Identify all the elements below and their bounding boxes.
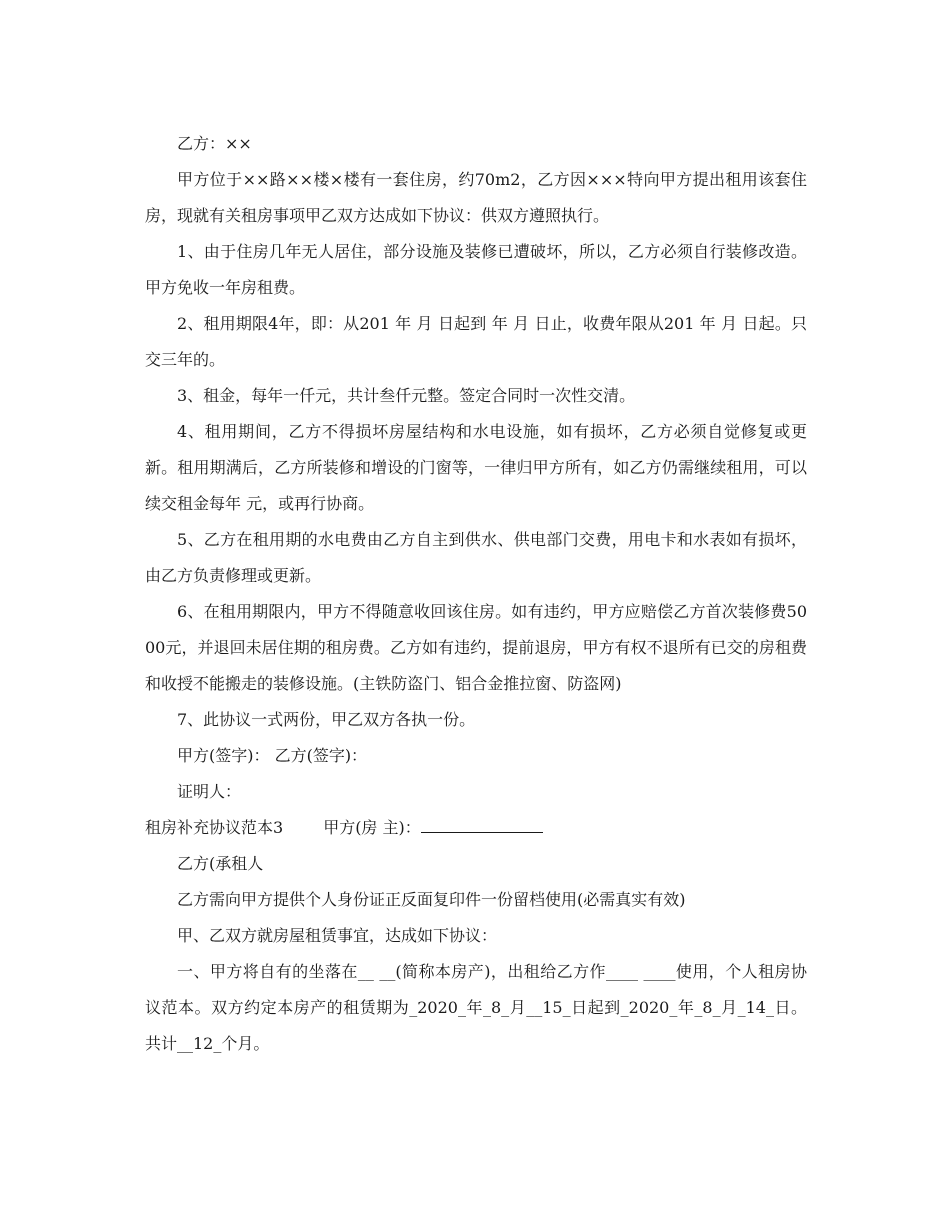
clause-5: 5、乙方在租用期的水电费由乙方自主到供水、供电部门交费，用电卡和水表如有损坏，由乙方负责修理或更新。	[145, 530, 807, 585]
paragraph-agreement: 甲、乙双方就房屋租赁事宜，达成如下协议：	[177, 926, 498, 945]
landlord-label: 甲方(房 主)：	[323, 818, 421, 837]
clause-3: 3、租金，每年一仟元，共计叁仟元整。签定合同时一次性交清。	[177, 386, 636, 405]
clause-1: 1、由于住房几年无人居住，部分设施及装修已遭破坏，所以，乙方必须自行装修改造。甲方免收一年房租费。	[145, 242, 807, 297]
witness-line: 证明人：	[177, 782, 242, 801]
clause-4: 4、租用期间，乙方不得损坏房屋结构和水电设施，如有损坏，乙方必须自觉修复或更新。租用期满后，乙方所装修和增设的门窗等，一律归甲方所有，如乙方仍需继续租用，可以续交租金每年 元，或再行协商。	[145, 422, 807, 513]
clause-7: 7、此协议一式两份，甲乙双方各执一份。	[177, 710, 476, 729]
document-body	[145, 126, 807, 1062]
paragraph-id-requirement: 乙方需向甲方提供个人身份证正反面复印件一份留档使用(必需真实有效)	[177, 890, 686, 909]
paragraph-tenant: 乙方(承租人	[177, 854, 264, 873]
sample3-heading-line	[145, 810, 807, 846]
sample3-title: 租房补充协议范本3	[145, 818, 284, 837]
clause-6: 6、在租用期限内，甲方不得随意收回该住房。如有违约，甲方应赔偿乙方首次装修费5000元，并退回未居住期的租房费。乙方如有违约，提前退房，甲方有权不退所有已交的房租费和收授不能搬走的装修设施。(主铁防盗门、铝合金推拉窗、防盗网)	[145, 602, 807, 693]
paragraph-intro: 甲方位于××路××楼×楼有一套住房，约70m2，乙方因×××特向甲方提出租用该套住房，现就有关租房事项甲乙双方达成如下协议：供双方遵照执行。	[145, 170, 807, 225]
signature-line: 甲方(签字)： 乙方(签字)：	[177, 746, 368, 765]
paragraph-party-b: 乙方：××	[177, 134, 252, 153]
clause-2: 2、租用期限4年，即：从201 年 月 日起到 年 月 日止，收费年限从201 年 月 日起。只交三年的。	[145, 314, 807, 369]
landlord-blank-line	[421, 818, 543, 833]
article-1: 一、甲方将自有的坐落在__ __(简称本房产)，出租给乙方作____ ____使用，个人租房协议范本。双方约定本房产的租赁期为_2020_年_8_月__15_日起到_2020_年_8_月_14_日。共计__12_个月。	[145, 962, 807, 1053]
